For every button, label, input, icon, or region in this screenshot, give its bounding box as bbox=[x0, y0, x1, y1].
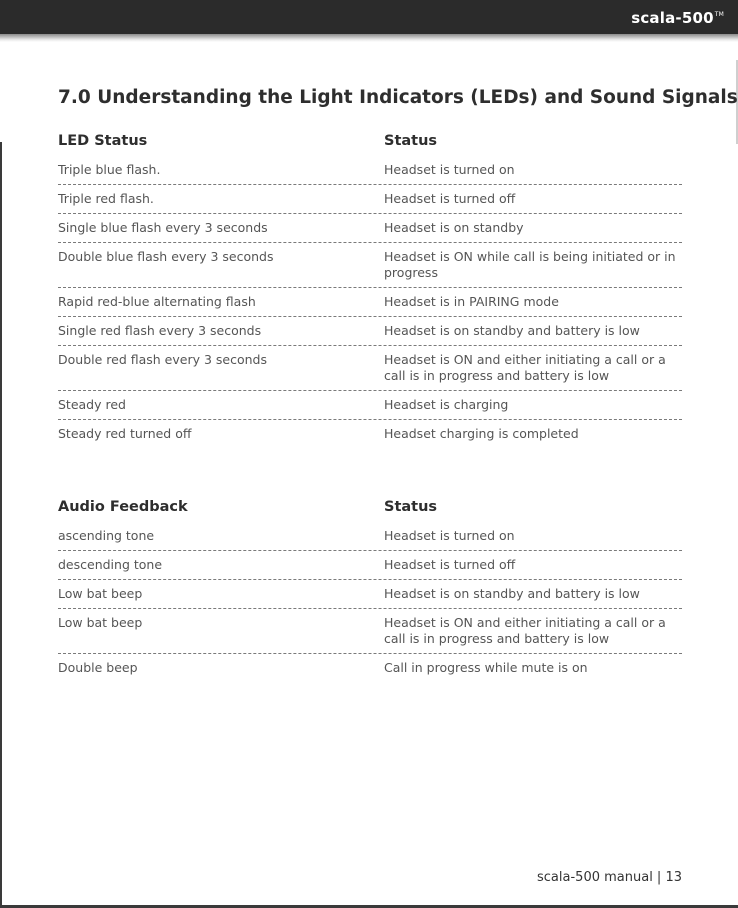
status-column-header: Status bbox=[384, 498, 438, 515]
status-cell: Headset charging is completed bbox=[384, 426, 579, 441]
table-row bbox=[58, 551, 682, 580]
indicator-cell: descending tone bbox=[58, 557, 163, 572]
led-table-header bbox=[58, 124, 682, 154]
indicator-cell: Double beep bbox=[58, 660, 138, 675]
status-column-header: Status bbox=[384, 132, 438, 149]
led-table-body bbox=[58, 154, 682, 448]
led-status-table bbox=[58, 124, 682, 448]
status-cell: Headset is on standby and battery is low bbox=[384, 586, 640, 601]
table-row bbox=[58, 580, 682, 609]
indicator-cell: Triple blue flash. bbox=[58, 162, 161, 177]
indicator-cell: Double blue flash every 3 seconds bbox=[58, 249, 274, 264]
status-cell: Headset is on standby bbox=[384, 220, 524, 235]
indicator-cell: Steady red bbox=[58, 397, 126, 412]
indicator-cell: Single red flash every 3 seconds bbox=[58, 323, 262, 338]
indicator-cell: Steady red turned off bbox=[58, 426, 192, 441]
status-cell: Headset is ON while call is being initiated or in progress bbox=[384, 249, 676, 280]
page-title: 7.0 Understanding the Light Indicators (LEDs) and Sound Signals bbox=[58, 87, 738, 108]
table-row bbox=[58, 609, 682, 654]
table-row bbox=[58, 156, 682, 185]
status-cell: Headset is in PAIRING mode bbox=[384, 294, 559, 309]
audio-table-header bbox=[58, 490, 682, 520]
status-cell: Headset is turned off bbox=[384, 557, 516, 572]
table-row bbox=[58, 346, 682, 391]
status-cell: Headset is turned on bbox=[384, 528, 515, 543]
trademark-mark: TM bbox=[714, 11, 724, 18]
table-row bbox=[58, 243, 682, 288]
status-cell: Call in progress while mute is on bbox=[384, 660, 588, 675]
table-row bbox=[58, 420, 682, 448]
header-bar bbox=[0, 0, 738, 34]
indicator-cell: Single blue flash every 3 seconds bbox=[58, 220, 268, 235]
table-row bbox=[58, 185, 682, 214]
indicator-cell: ascending tone bbox=[58, 528, 155, 543]
table-row bbox=[58, 391, 682, 420]
audio-feedback-table bbox=[58, 490, 682, 682]
header-shadow bbox=[0, 34, 738, 42]
status-cell: Headset is turned off bbox=[384, 191, 516, 206]
audio-feedback-column-header: Audio Feedback bbox=[58, 498, 188, 515]
status-cell: Headset is ON and either initiating a call or a call is in progress and battery is low bbox=[384, 352, 666, 383]
table-row bbox=[58, 317, 682, 346]
brand-name: scala-500 bbox=[631, 9, 714, 27]
status-cell: Headset is turned on bbox=[384, 162, 515, 177]
table-row bbox=[58, 214, 682, 243]
table-row bbox=[58, 654, 682, 682]
indicator-cell: Low bat beep bbox=[58, 586, 143, 601]
table-row bbox=[58, 288, 682, 317]
indicator-cell: Rapid red-blue alternating flash bbox=[58, 294, 256, 309]
audio-table-body bbox=[58, 520, 682, 682]
led-status-column-header: LED Status bbox=[58, 132, 148, 149]
indicator-cell: Low bat beep bbox=[58, 615, 143, 630]
left-margin-rule bbox=[0, 142, 2, 908]
status-cell: Headset is ON and either initiating a call or a call is in progress and battery is low bbox=[384, 615, 666, 646]
indicator-cell: Triple red flash. bbox=[58, 191, 154, 206]
table-row bbox=[58, 522, 682, 551]
brand-logo bbox=[631, 9, 724, 27]
status-cell: Headset is on standby and battery is low bbox=[384, 323, 640, 338]
indicator-cell: Double red flash every 3 seconds bbox=[58, 352, 267, 367]
status-cell: Headset is charging bbox=[384, 397, 509, 412]
page-footer: scala-500 manual | 13 bbox=[537, 870, 682, 885]
